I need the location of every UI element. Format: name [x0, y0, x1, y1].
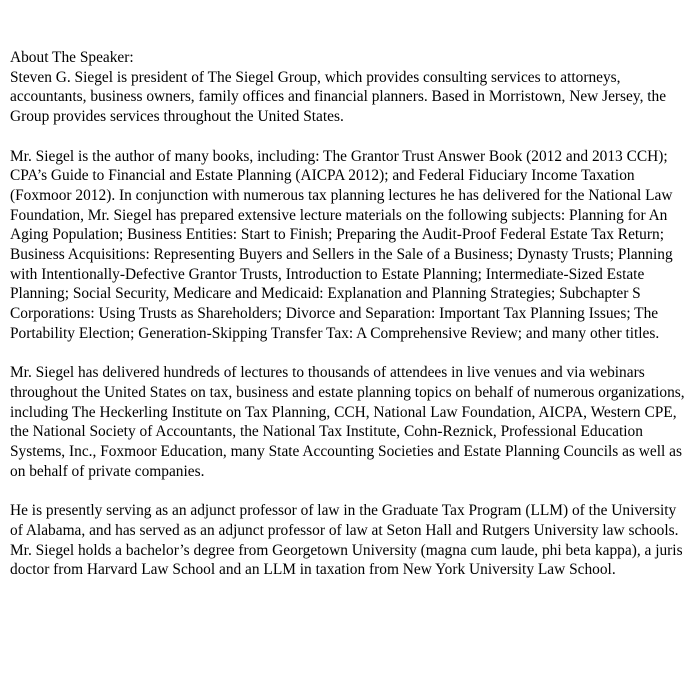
paragraph-lectures: Mr. Siegel has delivered hundreds of lectures to thousands of attendees in live venues and via webinars throughout the United States on tax, business and estate planning topics on behalf of numerous organizations, including The Heckerling Institute on Tax Planning, CCH, National Law Foundation, AICPA, Western CPE, the National Society of Accountants, the National Tax Institute, Cohn-Reznick, Professional Education Systems, Inc., Foxmoor Education, many State Accounting Societies and Estate Planning Councils as well as on behalf of private companies.: [10, 364, 685, 480]
section-heading: About The Speaker:: [10, 49, 134, 66]
paragraph-education: He is presently serving as an adjunct professor of law in the Graduate Tax Program (LLM) of the University of Alabama, and has served as an adjunct professor of law at Seton Hall and Rutgers University law schools. Mr. Siegel holds a bachelor’s degree from Georgetown University (magna cum laude, phi beta kappa), a juris doctor from Harvard Law School and an LLM in taxation from New York University Law School.: [10, 502, 683, 579]
paragraph-publications: Mr. Siegel is the author of many books, including: The Grantor Trust Answer Book (2012 and 2013 CCH); CPA’s Guide to Financial and Estate Planning (AICPA 2012); and Federal Fiduciary Income Taxation (Foxmoor 2012). In conjunction with numerous tax planning lectures he has delivered for the National Law Foundation, Mr. Siegel has prepared extensive lecture materials on the following subjects: Planning for An Aging Population; Business Entities: Start to Finish; Preparing the Audit-Proof Federal Estate Tax Return; Business Acquisitions: Representing Buyers and Sellers in the Sale of a Business; Dynasty Trusts; Planning with Intentionally-Defective Grantor Trusts, Introduction to Estate Planning; Intermediate-Sized Estate Planning; Social Security, Medicare and Medicaid: Explanation and Planning Strategies; Subchapter S Corporations: Using Trusts as Shareholders; Divorce and Separation: Important Tax Planning Issues; The Portability Election; Generation-Skipping Transfer Tax: A Comprehensive Review; and many other titles.: [10, 147, 673, 342]
paragraph-intro: Steven G. Siegel is president of The Siegel Group, which provides consulting services to attorneys, accountants, business owners, family offices and financial planners. Based in Morristown, New Jersey, the Group provides services throughout the United States.: [10, 68, 667, 126]
